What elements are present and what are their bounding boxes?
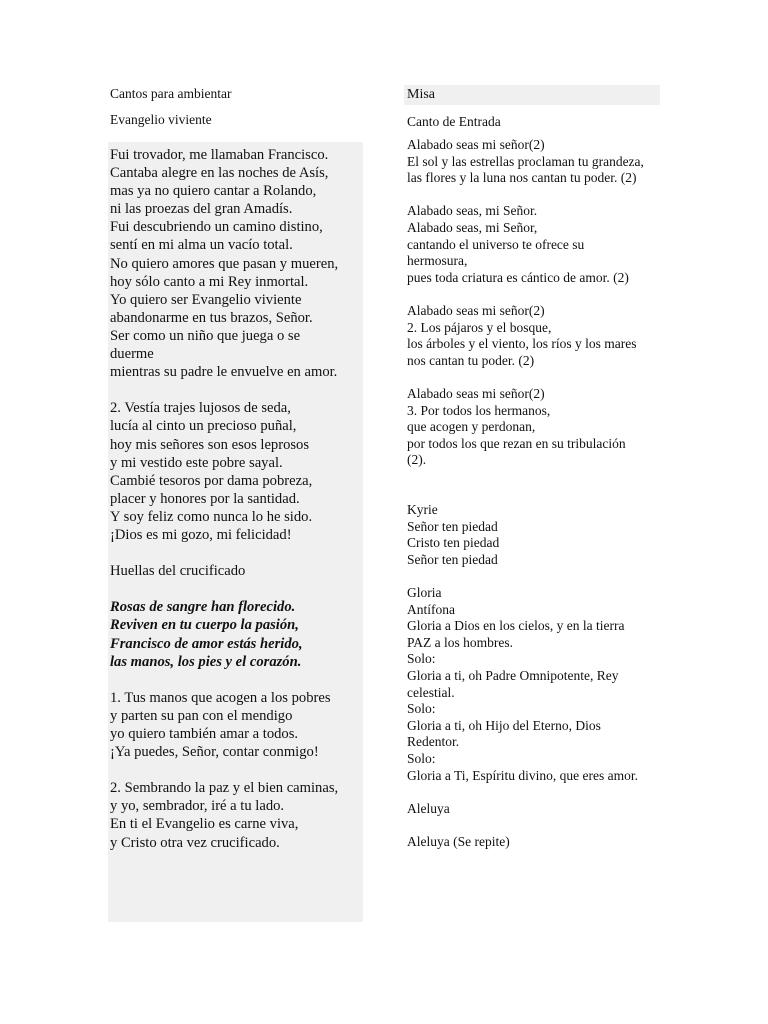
right-lyric-line <box>407 817 667 834</box>
left-lyric-line: Cantaba alegre en las noches de Asís, <box>110 165 329 182</box>
right-lyric-line <box>407 469 667 486</box>
right-lyric-line: pues toda criatura es cántico de amor. (2) <box>407 269 629 285</box>
left-lyric-line: Ser como un niño que juega o se <box>110 327 301 344</box>
right-lyric-line <box>407 369 667 386</box>
misa-header-bar <box>404 85 660 105</box>
left-lyric-line: Reviven en tu cuerpo la pasión, <box>110 617 299 634</box>
left-lyric-line: Cambié tesoros por dama pobreza, <box>110 472 313 489</box>
left-lyric-line: Huellas del crucificado <box>110 563 246 580</box>
left-lyric-line: En ti el Evangelio es carne viva, <box>110 816 299 833</box>
right-lyric-line: Alabado seas mi señor(2) <box>407 302 545 318</box>
right-lyric-line: (2). <box>407 452 427 468</box>
left-lyric-line: mientras su padre le envuelve en amor. <box>110 364 338 381</box>
right-lyric-line: Solo: <box>407 750 436 766</box>
left-lyric-line <box>110 671 360 689</box>
left-lyric-line <box>110 381 360 399</box>
left-lyric-line: ¡Ya puedes, Señor, contar conmigo! <box>110 744 319 761</box>
canto-de-entrada-heading: Canto de Entrada <box>407 114 501 129</box>
right-lyric-line: Gloria a Ti, Espíritu divino, que eres amor. <box>407 767 638 783</box>
misa-header-title: Misa <box>407 87 435 102</box>
left-heading-cantos: Cantos para ambientar <box>110 86 232 101</box>
right-lyric-line: hermosura, <box>407 253 468 269</box>
right-lyric-line: Aleluya (Se repite) <box>407 833 510 849</box>
right-lyric-line: El sol y las estrellas proclaman tu grandeza, <box>407 153 644 169</box>
left-lyric-line: abandonarme en tus brazos, Señor. <box>110 309 313 326</box>
right-lyric-line <box>407 187 667 204</box>
right-lyric-line: nos cantan tu poder. (2) <box>407 352 535 368</box>
right-lyric-line <box>407 286 667 303</box>
right-lyric-line: Aleluya <box>407 800 450 816</box>
left-lyric-line: ni las proezas del gran Amadís. <box>110 201 293 218</box>
left-lyric-line: y mi vestido este pobre sayal. <box>110 454 283 471</box>
left-lyric-line: Rosas de sangre han florecido. <box>110 599 296 616</box>
right-lyric-line: Señor ten piedad <box>407 518 498 534</box>
right-lyric-line: Alabado seas, mi Señor, <box>407 219 538 235</box>
left-lyric-line <box>110 761 360 779</box>
left-lyric-line <box>110 544 360 562</box>
left-lyrics-column <box>110 146 360 852</box>
left-lyric-line <box>110 580 360 598</box>
right-lyric-line <box>407 784 667 801</box>
right-lyric-line: los árboles y el viento, los ríos y los mares <box>407 336 637 352</box>
left-lyric-line: y yo, sembrador, iré a tu lado. <box>110 798 285 815</box>
left-lyric-line: 2. Vestía trajes lujosos de seda, <box>110 400 291 417</box>
left-lyric-line: hoy mis señores son esos leprosos <box>110 436 310 453</box>
right-lyric-line: Señor ten piedad <box>407 551 498 567</box>
left-lyric-line: lucía al cinto un precioso puñal, <box>110 418 297 435</box>
right-lyric-line: 3. Por todos los hermanos, <box>407 402 551 418</box>
left-lyric-line: ¡Dios es mi gozo, mi felicidad! <box>110 526 292 543</box>
right-lyric-line: Cristo ten piedad <box>407 535 500 551</box>
right-lyric-line: cantando el universo te ofrece su <box>407 236 585 252</box>
right-lyric-line: Antífona <box>407 601 455 617</box>
left-lyric-line: hoy sólo canto a mi Rey inmortal. <box>110 273 309 290</box>
right-lyric-line: Alabado seas, mi Señor. <box>407 203 538 219</box>
left-lyric-line: placer y honores por la santidad. <box>110 490 300 507</box>
left-lyric-line: y Cristo otra vez crucificado. <box>110 834 280 851</box>
right-lyric-line <box>407 485 667 502</box>
right-lyric-line: por todos los que rezan en su tribulación <box>407 435 626 451</box>
left-lyric-line: Fui descubriendo un camino distino, <box>110 219 323 236</box>
right-lyric-line: Alabado seas mi señor(2) <box>407 137 545 152</box>
left-lyric-line: No quiero amores que pasan y mueren, <box>110 255 339 272</box>
left-heading-evangelio: Evangelio viviente <box>110 112 212 127</box>
right-lyric-line: Gloria a ti, oh Padre Omnipotente, Rey <box>407 668 619 683</box>
left-lyric-line: duerme <box>110 346 154 363</box>
right-lyric-line: Solo: <box>407 651 436 667</box>
right-lyric-line: que acogen y perdonan, <box>407 419 536 435</box>
right-lyric-line: Solo: <box>407 701 436 717</box>
left-lyric-line: 2. Sembrando la paz y el bien caminas, <box>110 780 339 797</box>
left-lyric-line: Fui trovador, me llamaban Francisco. <box>110 147 329 163</box>
left-lyric-line: yo quiero también amar a todos. <box>110 726 299 742</box>
right-lyric-line: Gloria <box>407 585 442 601</box>
left-lyric-line: y parten su pan con el mendigo <box>110 707 293 724</box>
left-lyric-line: sentí en mi alma un vacío total. <box>110 237 293 254</box>
right-lyric-line: Gloria a Dios en los cielos, y en la tierra <box>407 618 625 634</box>
right-lyric-line: Alabado seas mi señor(2) <box>407 385 545 401</box>
left-lyric-line: Francisco de amor estás herido, <box>110 635 303 652</box>
right-lyric-line: 2. Los pájaros y el bosque, <box>407 319 552 335</box>
right-lyric-line: Redentor. <box>407 734 460 750</box>
left-lyric-line: mas ya no quiero cantar a Rolando, <box>110 183 317 200</box>
right-lyric-line: Kyrie <box>407 502 438 518</box>
left-lyric-line: las manos, los pies y el corazón. <box>110 653 302 670</box>
right-lyrics-column <box>407 137 667 851</box>
left-lyric-line: Y soy feliz como nunca lo he sido. <box>110 508 313 525</box>
right-lyric-line <box>407 568 667 585</box>
right-lyric-line: las flores y la luna nos cantan tu poder. (2) <box>407 170 637 186</box>
right-lyric-line: PAZ a los hombres. <box>407 634 514 650</box>
left-lyric-line: Yo quiero ser Evangelio viviente <box>110 291 302 308</box>
right-lyric-line: celestial. <box>407 684 455 700</box>
right-lyric-line: Gloria a ti, oh Hijo del Eterno, Dios <box>407 717 601 733</box>
left-lyric-line: 1. Tus manos que acogen a los pobres <box>110 689 331 706</box>
